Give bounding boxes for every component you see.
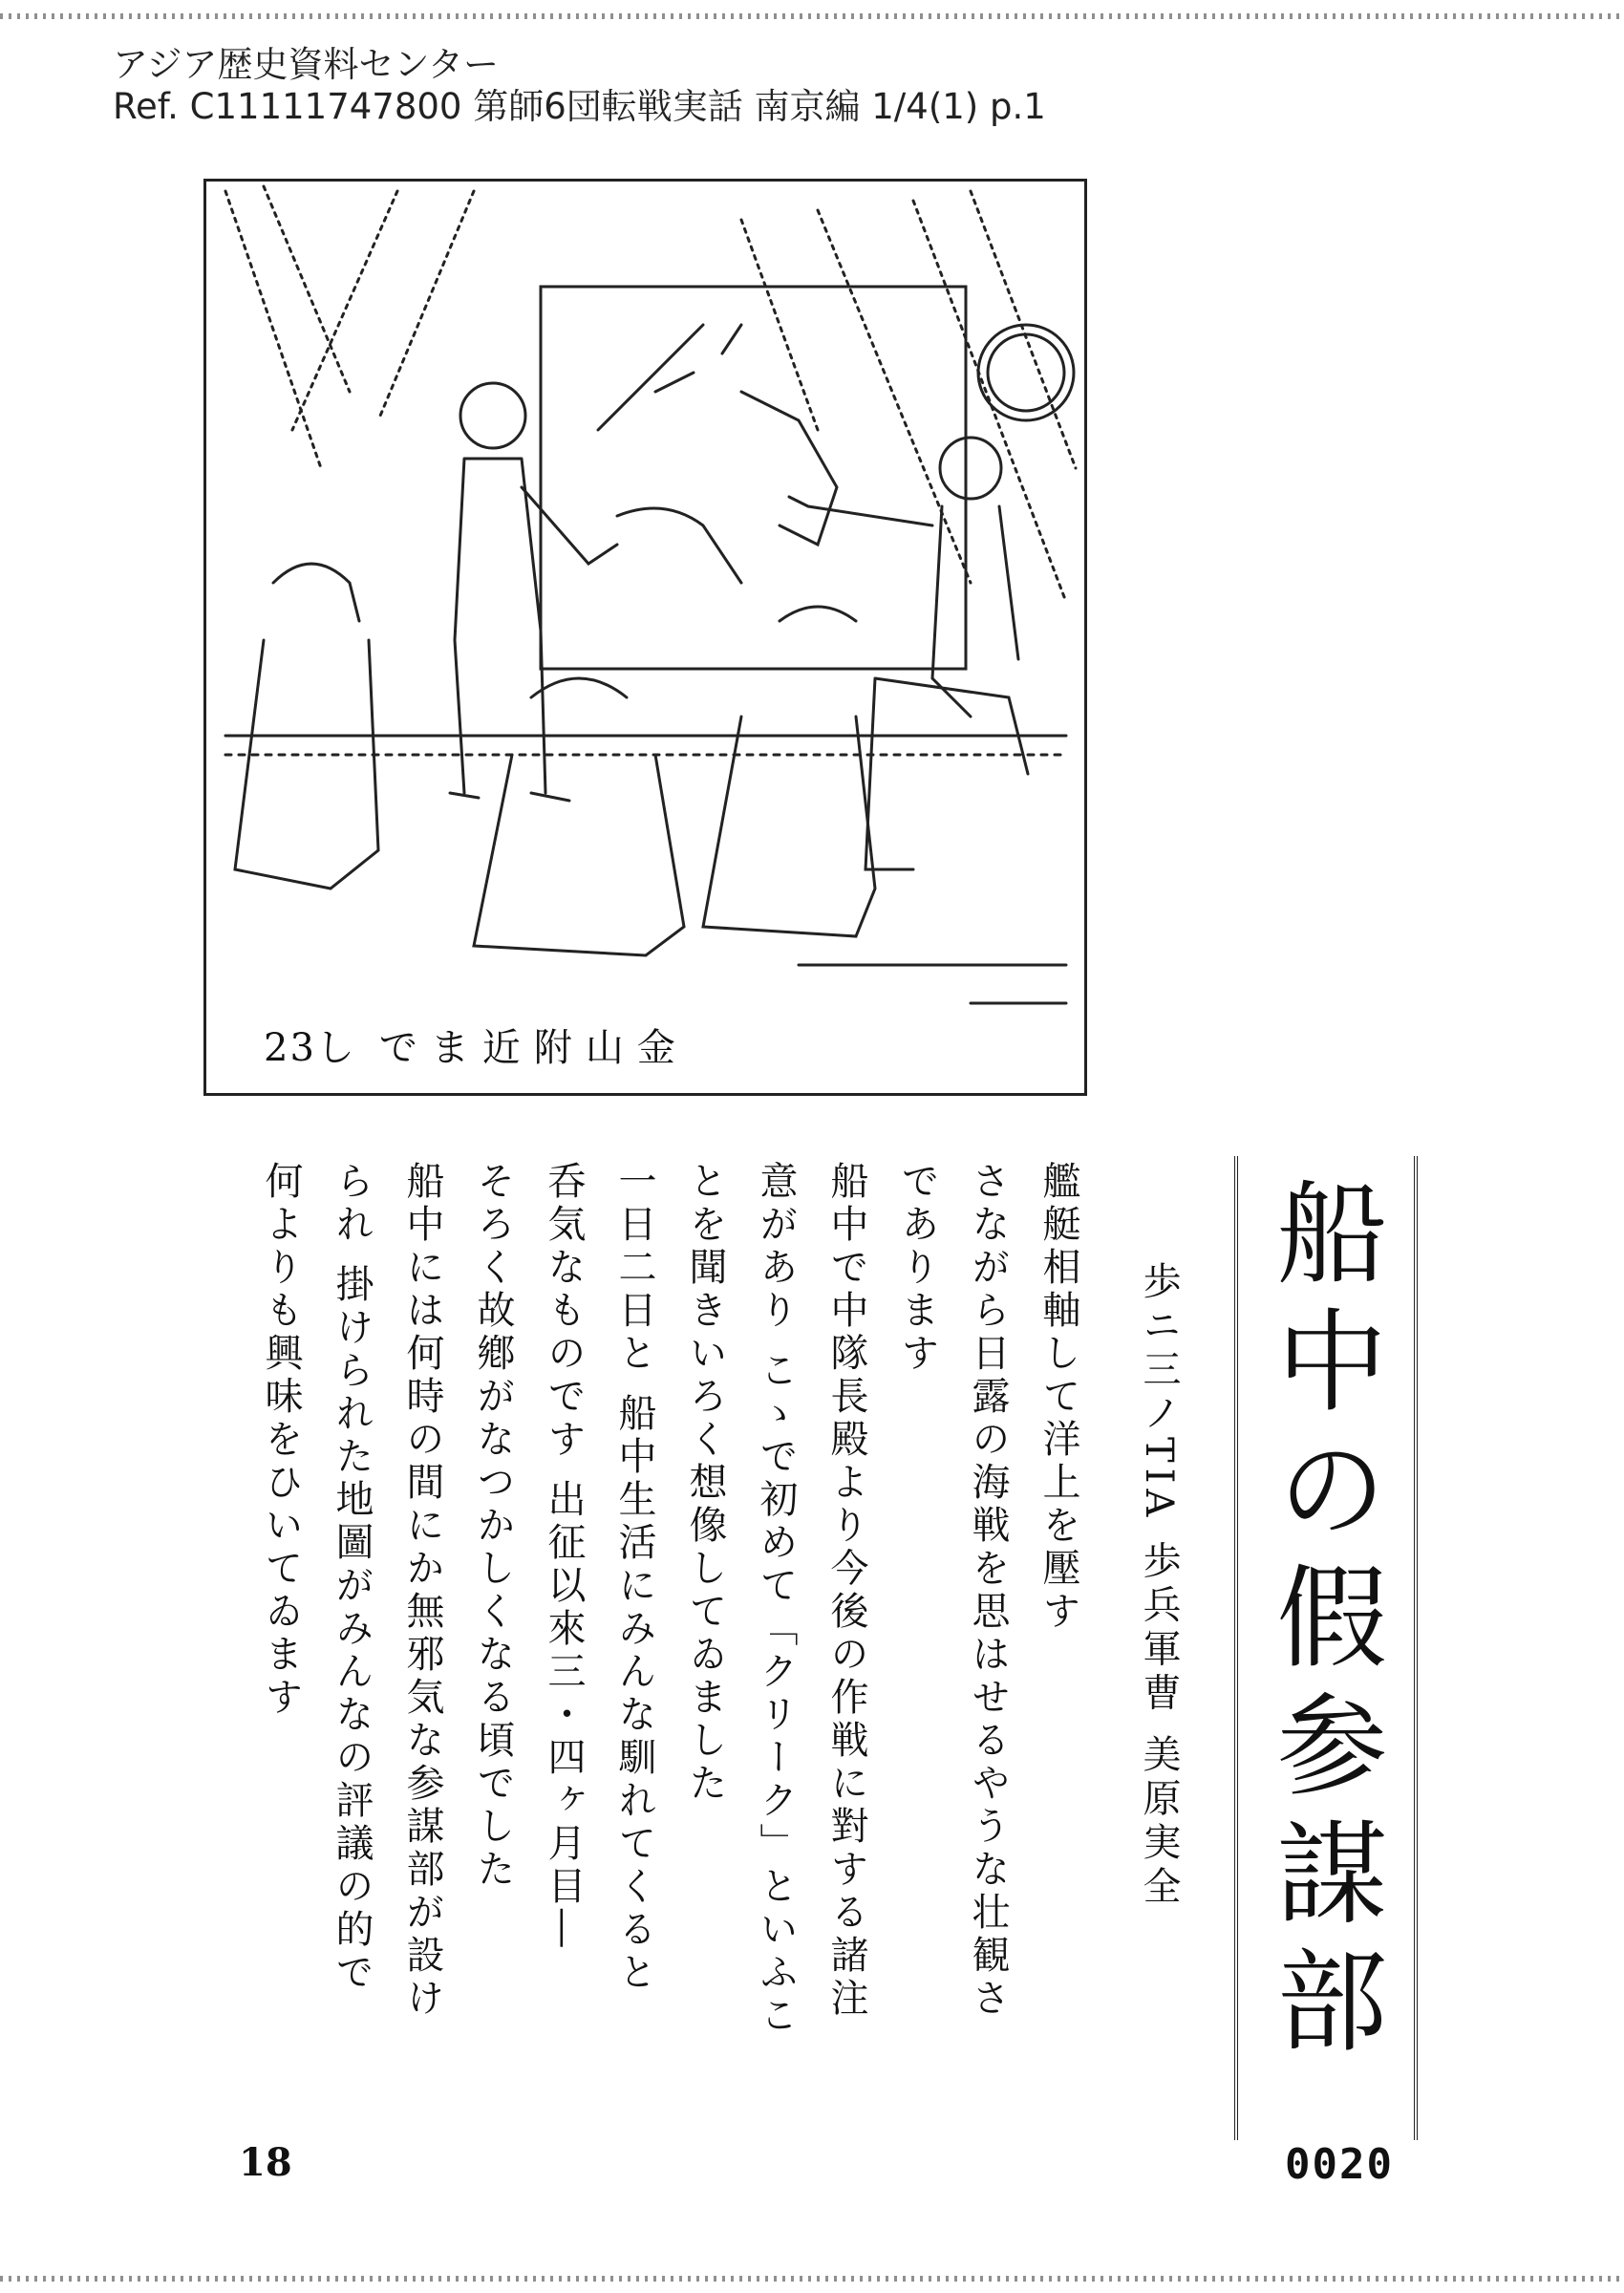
article-body	[244, 1161, 1094, 2135]
body-line: 艦艇相軸して洋上を壓す	[1036, 1161, 1080, 1634]
title-frame	[1234, 1156, 1418, 2140]
body-line: 呑気なものです 出征以來三・四ヶ月目―	[542, 1161, 586, 1952]
page-number: 18	[239, 2140, 292, 2185]
body-line: であります	[895, 1161, 939, 1376]
top-edge-noise	[0, 13, 1624, 19]
body-line: そろく故鄕がなつかしくなる頃でした	[471, 1161, 515, 1892]
body-line: 意があり こゝで初めて「クリーク」といふこ	[754, 1161, 798, 2038]
illustration-caption	[264, 1018, 689, 1072]
body-line: 何よりも興味をひいてゐます	[259, 1161, 303, 1720]
caption-text: でま近附山金	[378, 1026, 689, 1070]
reference-line: Ref. C11111747800 第師6団転戦実話 南京編 1/4(1) p.1	[113, 86, 1046, 127]
illustration-panel	[203, 179, 1087, 1096]
body-line: さながら日露の海戦を思はせるやうな壮観さ	[966, 1161, 1010, 2021]
archive-header	[113, 44, 1046, 128]
body-line: 一日二日と 船中生活にみんな馴れてくると	[612, 1161, 656, 1995]
archive-name: アジア歴史資料センター	[113, 44, 500, 85]
body-line: られ 掛けられた地圖がみんなの評議の的で	[330, 1161, 374, 1995]
body-line: とを聞きいろく想像してゐました	[683, 1161, 727, 1806]
article-title: 船中の假参謀部	[1258, 1175, 1387, 2071]
body-line: 船中には何時の間にか無邪気な参謀部が設け	[400, 1161, 444, 2021]
caption-number: 23し	[264, 1026, 356, 1070]
bottom-edge-noise	[0, 2276, 1624, 2282]
author-byline: 歩ニ三ノTIA 歩兵軍曹 美原実全	[1137, 1261, 1181, 1910]
ship-scene-drawing	[206, 182, 1084, 1093]
body-line: 船中で中隊長殿より今後の作戦に對する諸注	[824, 1161, 868, 2021]
document-number: 0020	[1285, 2140, 1394, 2189]
